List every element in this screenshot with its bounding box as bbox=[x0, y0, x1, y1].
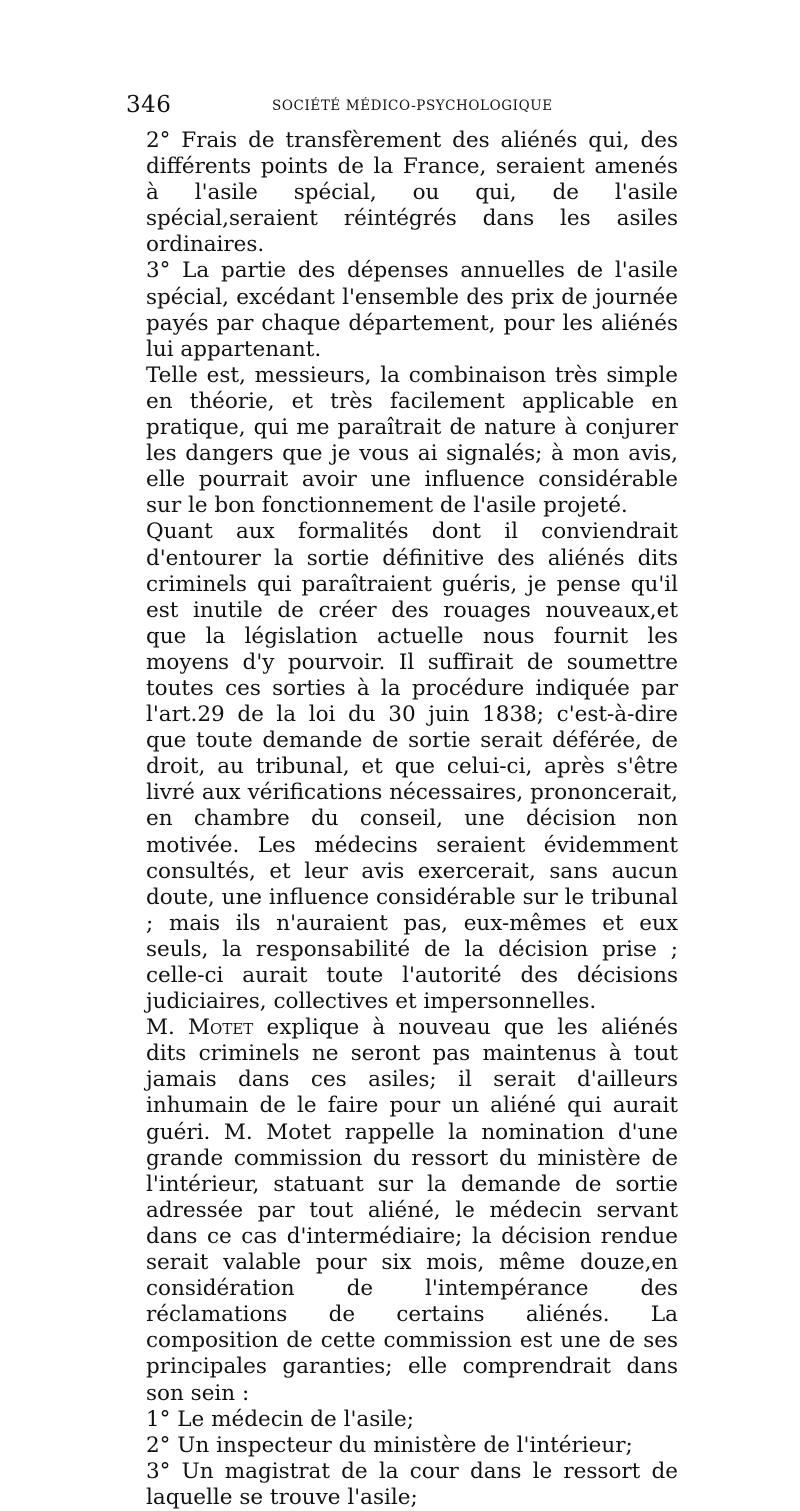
page-number: 346 bbox=[126, 92, 172, 118]
list-item-doctor bbox=[130, 1407, 678, 1433]
paragraph-text: 3° Un magistrat de la cour dans le ressort de laquelle se trouve l'asile; bbox=[146, 1458, 678, 1510]
paragraph-motet bbox=[130, 1015, 678, 1406]
paragraph-text: Quant aux formalités dont il conviendrait d'entourer la sortie définitive des aliénés dits criminels qui paraîtraient guéris, je pense qu'il est inutile de créer des rouages nouveaux,et que la législation actuelle nous fournit les moyens d'y pourvoir. Il suffirait de soumettre toutes ces sorties à la procédure indiquée par l'art.29 de la loi du 30 juin 1838; c'est-à-dire que toute demande de sortie serait déférée, de droit, au tribunal, et que celui-ci, après s'être livré aux vérifications nécessaires, prononcerait, en chambre du conseil, une décision non motivée. Les médecins seraient évidemment consultés, et leur avis exercerait, sans aucun doute, une influence considérable sur le tribunal ; mais ils n'auraient pas, eux-mêmes et eux seuls, la responsabilité de la décision prise ; celle-ci aurait toute l'autorité des décisions judiciaires, collectives et impersonnelles. bbox=[146, 519, 678, 1015]
paragraph-annual-expenses bbox=[130, 258, 678, 362]
paragraph-formalities bbox=[130, 519, 678, 1015]
running-title: SOCIÉTÉ MÉDICO-PSYCHOLOGIQUE bbox=[272, 98, 553, 114]
paragraph-combination bbox=[130, 363, 678, 520]
paragraph-text: explique à nouveau que les aliénés dits criminels ne seront pas maintenus à tout jamais dans ces asiles; il serait d'ailleurs inhumain de le faire pour un aliéné qui aurait guéri. M. Motet rappelle la nomination d'une grande commission du ressort du ministère de l'intérieur, statuant sur la demande de sortie adressée par tout aliéné, le médecin servant dans ce cas d'intermédiaire; la décision rendue serait valable pour six mois, même douze,en considération de l'intempérance des réclamations de certains aliénés. La composition de cette commission est une de ses principales garanties; elle comprendrait dans son sein : bbox=[146, 1015, 678, 1406]
paragraph-text: Telle est, messieurs, la combinaison très simple en théorie, et très facilement applicable en pratique, qui me paraîtrait de nature à conjurer les dangers que je vous ai signalés; à mon avis, elle pourrait avoir une influence considérable sur le bon fonctionnement de l'asile projeté. bbox=[146, 362, 678, 519]
paragraph-text: 2° Frais de transfèrement des aliénés qui, des différents points de la France, seraient amenés à l'asile spécial, ou qui, de l'asile spécial,seraient réintégrés dans les asiles ordinaires. bbox=[146, 128, 678, 258]
paragraph-transfer-costs bbox=[130, 128, 678, 258]
speaker-name: M. Motet bbox=[146, 1015, 254, 1041]
paragraph-text: 1° Le médecin de l'asile; bbox=[146, 1406, 414, 1432]
body-text bbox=[130, 128, 678, 1511]
list-item-magistrate bbox=[130, 1459, 678, 1511]
list-item-inspector bbox=[130, 1433, 678, 1459]
running-header bbox=[126, 92, 676, 118]
paragraph-text: 2° Un inspecteur du ministère de l'intérieur; bbox=[146, 1432, 633, 1458]
paragraph-text: 3° La partie des dépenses annuelles de l'asile spécial, excédant l'ensemble des prix de journée payés par chaque département, pour les aliénés lui appartenant. bbox=[146, 258, 678, 362]
